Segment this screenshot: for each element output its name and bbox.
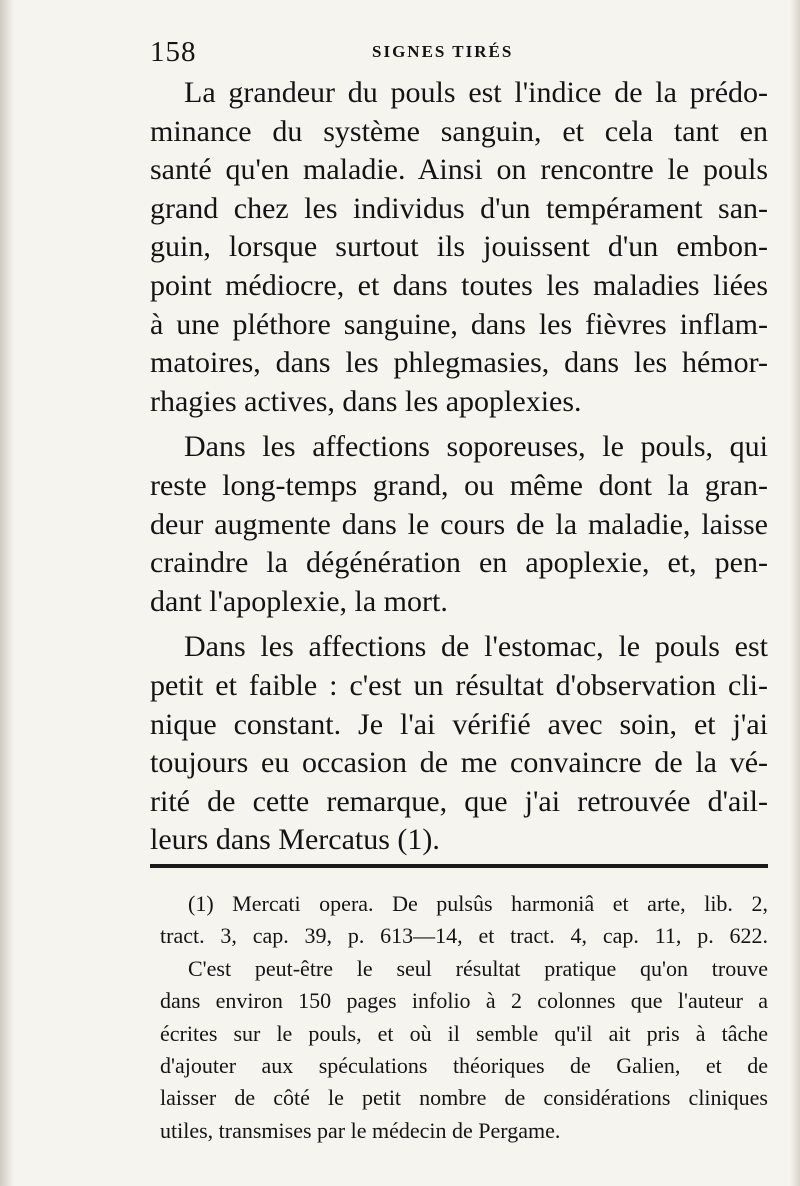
text-line: guin, lorsque surtout ils jouissent d'un embon- bbox=[150, 230, 768, 264]
running-head: SIGNES TIRÉS bbox=[372, 42, 514, 61]
footnote bbox=[160, 888, 768, 1147]
page-header bbox=[150, 34, 770, 70]
text-line: matoires, dans les phlegmasies, dans les hémor- bbox=[150, 346, 768, 380]
text-line: craindre la dégénération en apoplexie, et, pen- bbox=[150, 546, 768, 580]
paragraph bbox=[150, 74, 768, 421]
footnote-separator-rule bbox=[150, 864, 768, 868]
main-text bbox=[150, 74, 768, 860]
footnote-line: écrites sur le pouls, et où il semble qu'il ait pris à tâche bbox=[160, 1020, 768, 1046]
text-line: Dans les affections soporeuses, le pouls, qui bbox=[184, 430, 768, 464]
scan-edge-shadow-left bbox=[0, 0, 14, 1186]
paragraph bbox=[150, 428, 768, 621]
text-line: nique constant. Je l'ai vérifié avec soin, et j'ai bbox=[150, 707, 768, 741]
text-line: minance du système sanguin, et cela tant en bbox=[150, 114, 768, 148]
text-line: deur augmente dans le cours de la maladie, laisse bbox=[150, 507, 768, 541]
text-line: reste long-temps grand, ou même dont la gran- bbox=[150, 468, 768, 502]
text-line: dant l'apoplexie, la mort. bbox=[150, 584, 448, 618]
footnote-line: laisser de côté le petit nombre de considérations cliniques bbox=[160, 1085, 768, 1111]
text-line: grand chez les individus d'un tempérament san- bbox=[150, 191, 768, 225]
page-number: 158 bbox=[150, 36, 197, 68]
footnote-line: (1) Mercati opera. De pulsûs harmoniâ et arte, lib. 2, bbox=[188, 891, 768, 916]
footnote-line: tract. 3, cap. 39, p. 613—14, et tract. 4, cap. 11, p. 622. bbox=[160, 923, 768, 949]
text-line: toujours eu occasion de me convaincre de la vé- bbox=[150, 746, 768, 780]
footnote-line: C'est peut-être le seul résultat pratique qu'on trouve bbox=[188, 955, 768, 981]
text-line: Dans les affections de l'estomac, le pouls est bbox=[184, 630, 768, 664]
paragraph bbox=[150, 628, 768, 860]
text-line: La grandeur du pouls est l'indice de la prédo- bbox=[184, 76, 768, 109]
scan-edge-shadow-right bbox=[790, 0, 800, 1186]
text-line: point médiocre, et dans toutes les maladies liées bbox=[150, 268, 768, 302]
footnote-line: dans environ 150 pages infolio à 2 colonnes que l'auteur a bbox=[160, 988, 768, 1014]
text-line: leurs dans Mercatus (1). bbox=[150, 823, 440, 857]
text-line: à une pléthore sanguine, dans les fièvres inflam- bbox=[150, 307, 768, 341]
text-line: santé qu'en maladie. Ainsi on rencontre le pouls bbox=[150, 153, 768, 187]
text-line: rhagies actives, dans les apoplexies. bbox=[150, 384, 582, 418]
text-line: petit et faible : c'est un résultat d'observation cli- bbox=[150, 668, 768, 702]
footnote-line: d'ajouter aux spéculations théoriques de Galien, et de bbox=[160, 1052, 768, 1078]
footnote-line: utiles, transmises par le médecin de Pergame. bbox=[160, 1117, 561, 1143]
text-line: rité de cette remarque, que j'ai retrouvée d'ail- bbox=[150, 784, 768, 818]
